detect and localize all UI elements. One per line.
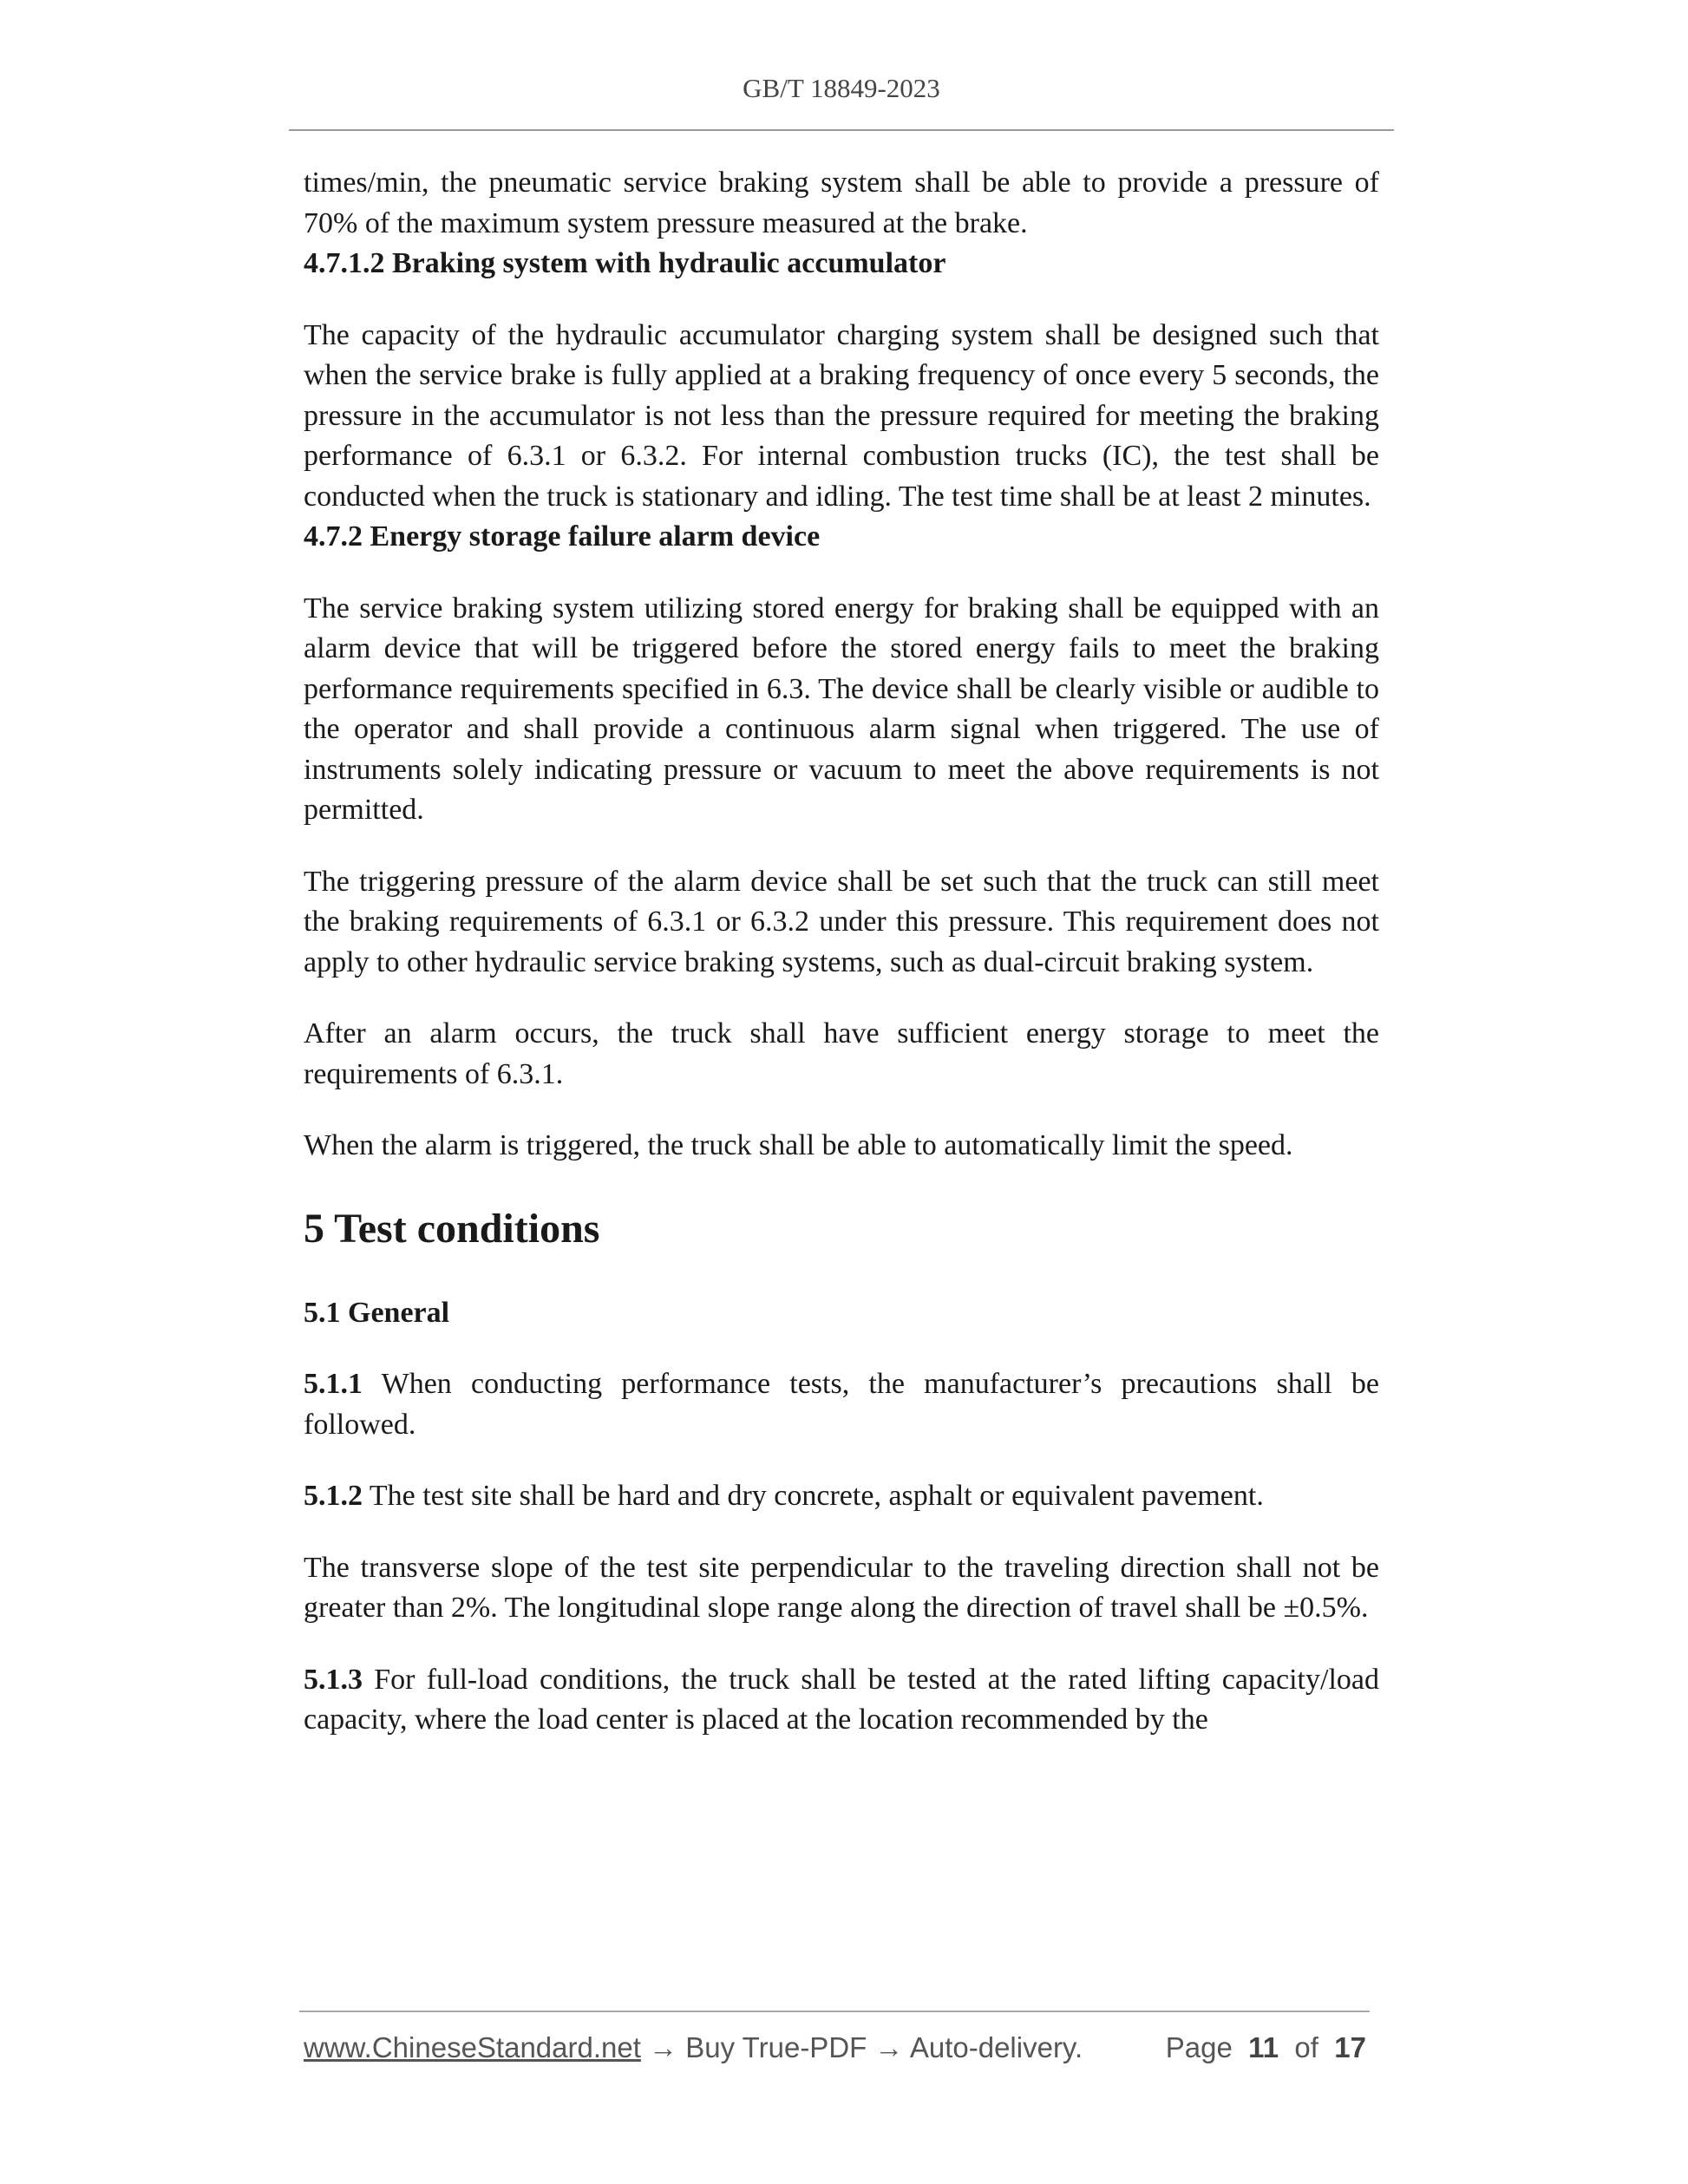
arrow-right-icon: → [640, 2031, 686, 2063]
clause-number-5-1-3: 5.1.3 [304, 1663, 363, 1696]
paragraph-5-1-1 [304, 1364, 1379, 1445]
page-total: 17 [1334, 2031, 1366, 2063]
paragraph-4-7-1-2: The capacity of the hydraulic accumulator charging system shall be designed such that when the service brake is fully applied at a braking frequency of once every 5 seconds, the pressure in the accumulator is not less than the pressure required for meeting the braking performance of 6.3.1 or 6.3.2. For internal combustion trucks (IC), the test shall be conducted when the truck is stationary and idling. The test time shall be at least 2 minutes. [304, 318, 1379, 513]
paragraph-continued: times/min, the pneumatic service braking system shall be able to provide a pressure of 70% of the maximum system pressure measured at the brake. [304, 167, 1379, 239]
clause-text-5-1-1: When conducting performance tests, the manufacturer’s precautions shall be followed. [304, 1368, 1379, 1441]
paragraph-4-7-2-c: After an alarm occurs, the truck shall have sufficient energy storage to meet the requirements of 6.3.1. [304, 1017, 1379, 1090]
buy-label: Buy True-PDF [685, 2031, 867, 2063]
heading-section-5: 5 Test conditions [304, 1205, 600, 1252]
footer-promo [304, 2031, 1083, 2064]
paragraph-4-7-2-d: When the alarm is triggered, the truck shall be able to automatically limit the speed. [304, 1129, 1293, 1161]
header-divider [289, 129, 1394, 131]
delivery-label: Auto-delivery. [909, 2031, 1083, 2063]
heading-4-7-1-2: 4.7.1.2 Braking system with hydraulic accumulator [304, 247, 946, 279]
page-current: 11 [1248, 2031, 1279, 2063]
paragraph-4-7-2-b: The triggering pressure of the alarm device shall be set such that the truck can still meet the braking requirements of 6.3.1 or 6.3.2 under this pressure. This requirement does not apply to other hydraulic service braking systems, such as dual-circuit braking system. [304, 865, 1379, 978]
paragraph-5-1-3 [304, 1660, 1379, 1741]
site-link[interactable]: www.ChineseStandard.net [304, 2031, 641, 2063]
paragraph-4-7-2-a: The service braking system utilizing stored energy for braking shall be equipped with an alarm device that will be triggered before the stored energy fails to meet the braking performance requirements specified in 6.3. The device shall be clearly visible or audible to the operator and shall provide a continuous alarm signal when triggered. The use of instruments solely indicating pressure or vacuum to meet the above requirements is not permitted. [304, 592, 1379, 826]
page-label: Page [1165, 2031, 1233, 2063]
arrow-right-icon: → [867, 2031, 910, 2063]
heading-4-7-2: 4.7.2 Energy storage failure alarm device [304, 520, 821, 553]
paragraph-5-1-2-b: The transverse slope of the test site perpendicular to the traveling direction shall not be greater than 2%. The longitudinal slope range along the direction of travel shall be ±0.5%. [304, 1551, 1379, 1624]
clause-number-5-1-1: 5.1.1 [304, 1368, 363, 1400]
clause-text-5-1-3: For full-load conditions, the truck shall be tested at the rated lifting capacity/load capacity, where the load center is placed at the location recommended by the [304, 1663, 1379, 1736]
header-doc-id: GB/T 18849-2023 [743, 73, 940, 103]
of-label: of [1294, 2031, 1318, 2063]
footer-divider [299, 2011, 1370, 2012]
heading-5-1: 5.1 General [304, 1296, 450, 1329]
clause-text-5-1-2: The test site shall be hard and dry concrete, asphalt or equivalent pavement. [363, 1480, 1264, 1512]
footer [304, 2031, 1371, 2070]
paragraph-5-1-2 [304, 1476, 1379, 1517]
page-indicator [1166, 2031, 1366, 2064]
clause-number-5-1-2: 5.1.2 [304, 1480, 363, 1512]
page-content [304, 163, 1379, 1741]
